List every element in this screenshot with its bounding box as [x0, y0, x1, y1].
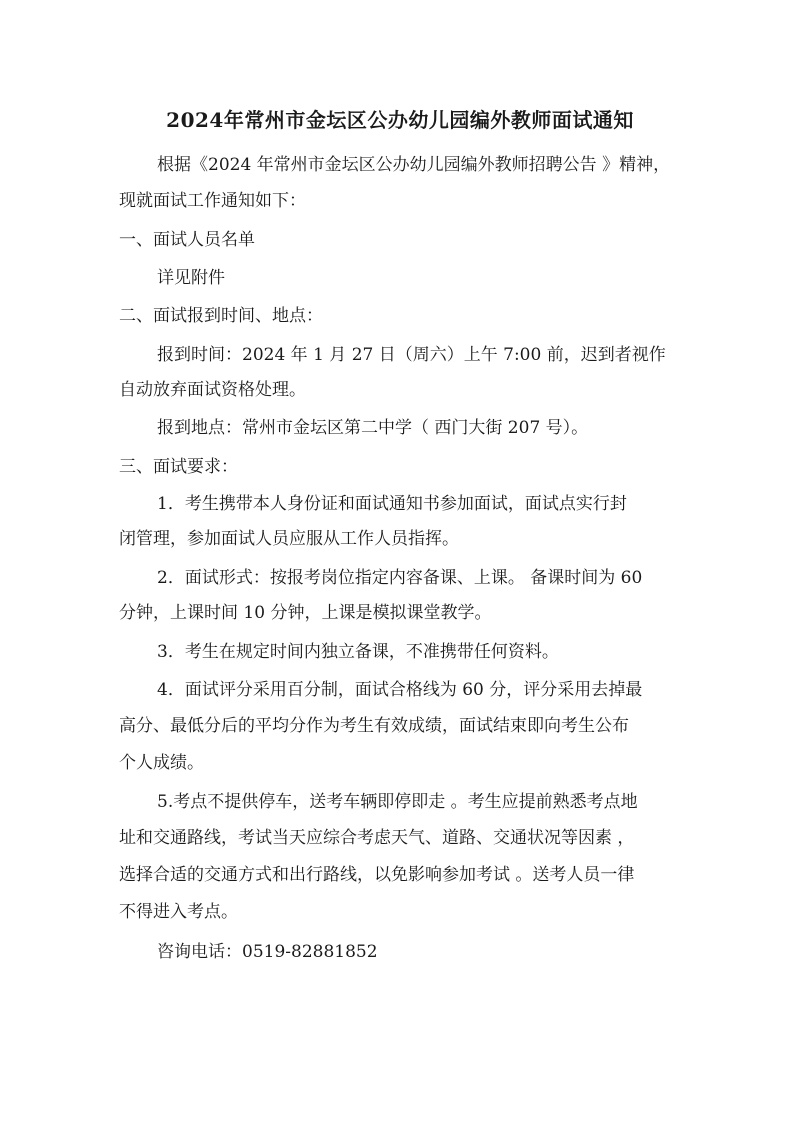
requirement-1-line-2: 闭管理，参加面试人员应服从工作人员指挥。: [119, 529, 459, 549]
requirement-4-line-2: 高分、最低分后的平均分作为考生有效成绩，面试结束即向考生公布: [119, 716, 629, 736]
document-title: 2024年常州市金坛区公办幼儿园编外教师面试通知: [166, 108, 634, 132]
contact-phone: 咨询电话：0519-82881852: [157, 942, 378, 962]
section1-content: 详见附件: [157, 268, 225, 288]
requirement-5-line-4: 不得进入考点。: [119, 902, 238, 922]
requirement-2-line-2: 分钟，上课时间 10 分钟，上课是模拟课堂教学。: [119, 603, 492, 623]
requirement-1-line-1: 1．考生携带本人身份证和面试通知书参加面试，面试点实行封: [157, 494, 627, 514]
section2-heading: 二、面试报到时间、地点：: [119, 306, 323, 326]
requirement-5-line-2: 址和交通路线，考试当天应综合考虑天气、道路、交通状况等因素 ，: [119, 828, 635, 848]
requirement-5-line-3: 选择合适的交通方式和出行路线，以免影响参加考试 。送考人员一律: [119, 865, 635, 885]
section3-heading: 三、面试要求：: [119, 457, 238, 477]
requirement-4-line-3: 个人成绩。: [119, 753, 204, 773]
report-time-line-1: 报到时间：2024 年 1 月 27 日（周六）上午 7:00 前，迟到者视作: [157, 345, 666, 365]
section1-heading: 一、面试人员名单: [119, 230, 255, 250]
requirement-2-line-1: 2．面试形式：按报考岗位指定内容备课、上课。 备课时间为 60: [157, 568, 643, 588]
report-place: 报到地点：常州市金坛区第二中学（ 西门大街 207 号）。: [157, 418, 589, 438]
requirement-5-line-1: 5.考点不提供停车，送考车辆即停即走 。考生应提前熟悉考点地: [157, 792, 638, 812]
intro-line-2: 现就面试工作通知如下：: [119, 191, 306, 211]
intro-line-1: 根据《2024 年常州市金坛区公办幼儿园编外教师招聘公告 》精神，: [157, 155, 671, 175]
report-time-line-2: 自动放弃面试资格处理。: [119, 380, 306, 400]
requirement-4-line-1: 4．面试评分采用百分制，面试合格线为 60 分，评分采用去掉最: [157, 680, 643, 700]
requirement-3-line-1: 3．考生在规定时间内独立备课，不准携带任何资料。: [157, 642, 559, 662]
